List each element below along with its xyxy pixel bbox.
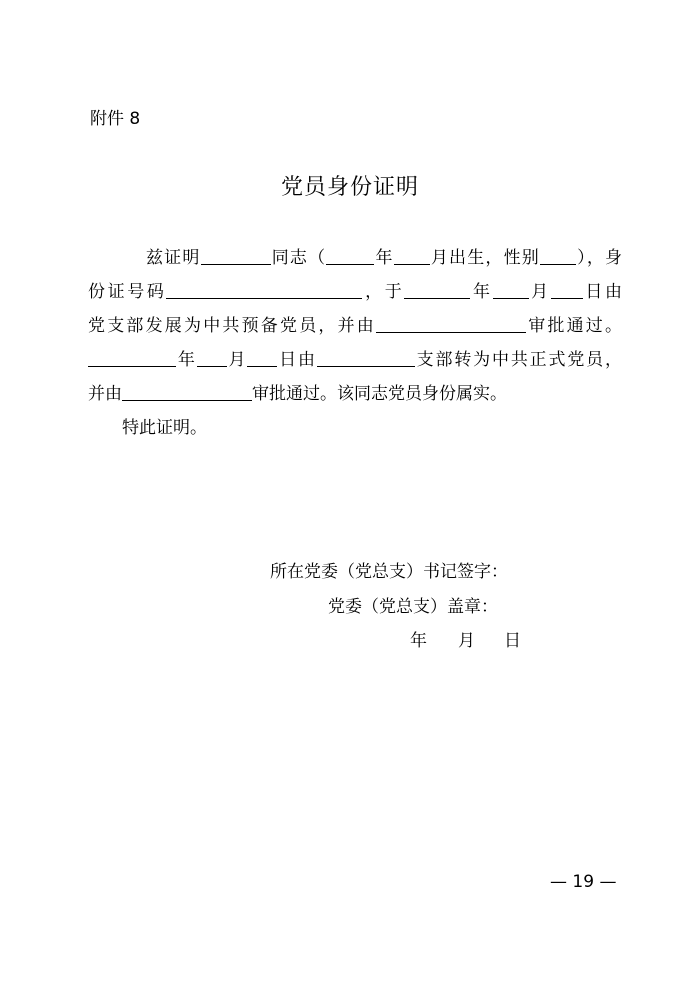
full-member-year-blank[interactable] bbox=[88, 348, 176, 367]
approver-blank[interactable] bbox=[376, 314, 526, 333]
date-year-label: 年 bbox=[410, 631, 427, 651]
body-text: 党支部发展为中共预备党员，并由 bbox=[88, 316, 376, 336]
body-line-5 bbox=[88, 377, 622, 411]
full-member-month-blank[interactable] bbox=[197, 348, 227, 367]
body-line-1 bbox=[88, 241, 622, 275]
join-day-blank[interactable] bbox=[551, 280, 583, 299]
body-text: 日由 bbox=[277, 350, 317, 370]
body-line-3 bbox=[88, 309, 622, 343]
secretary-signature-label: 所在党委（党总支）书记签字： bbox=[270, 562, 508, 582]
certificate-body bbox=[88, 241, 622, 445]
seal-label: 党委（党总支）盖章： bbox=[328, 597, 498, 617]
body-text: 日由 bbox=[582, 282, 623, 302]
body-text: 同志（ bbox=[270, 248, 327, 268]
body-text: 审批通过。 bbox=[526, 316, 622, 336]
date-day-label: 日 bbox=[504, 631, 521, 651]
annex-label: 附件 8 bbox=[90, 109, 141, 129]
body-text: ），身 bbox=[575, 248, 623, 268]
body-text: 年 bbox=[374, 248, 394, 268]
body-text: 年 bbox=[176, 350, 197, 370]
body-text: 月 bbox=[528, 282, 551, 302]
join-year-blank[interactable] bbox=[404, 280, 470, 299]
body-text: 月 bbox=[226, 350, 248, 370]
body-text: 支部转为中共正式党员， bbox=[414, 350, 623, 370]
birth-year-blank[interactable] bbox=[326, 246, 374, 265]
document-title: 党员身份证明 bbox=[280, 175, 419, 200]
body-text: 审批通过。该同志党员身份属实。 bbox=[252, 384, 507, 404]
body-line-4 bbox=[88, 343, 622, 377]
full-member-day-blank[interactable] bbox=[247, 348, 277, 367]
body-text: 月出生，性别 bbox=[429, 248, 540, 268]
birth-month-blank[interactable] bbox=[394, 246, 430, 265]
name-blank[interactable] bbox=[201, 246, 271, 265]
id-number-blank[interactable] bbox=[166, 280, 362, 299]
closing-line: 特此证明。 bbox=[122, 418, 207, 438]
date-month-label: 月 bbox=[458, 631, 475, 651]
body-text: 年 bbox=[470, 282, 493, 302]
branch-blank[interactable] bbox=[317, 348, 415, 367]
body-line-2 bbox=[88, 275, 622, 309]
body-text: 并由 bbox=[88, 384, 122, 404]
final-approver-blank[interactable] bbox=[122, 382, 252, 401]
body-text: 份证号码 bbox=[88, 282, 167, 302]
body-text: ，于 bbox=[362, 282, 405, 302]
join-month-blank[interactable] bbox=[493, 280, 529, 299]
gender-blank[interactable] bbox=[540, 246, 576, 265]
body-text: 兹证明 bbox=[146, 248, 201, 268]
page-number: — 19 — bbox=[550, 872, 617, 892]
